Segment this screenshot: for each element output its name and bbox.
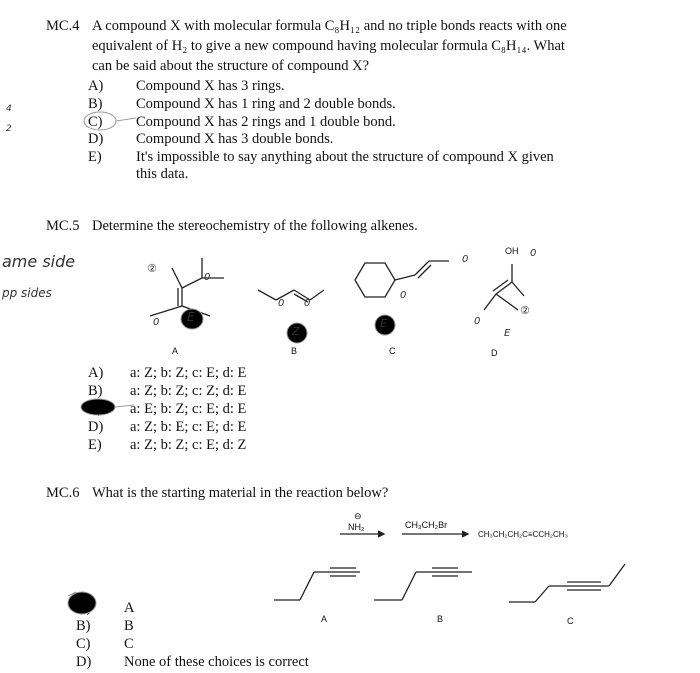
mc4-option-c-text: Compound X has 2 rings and 1 double bond. [136, 114, 396, 130]
mc5-d-oh-label: OH [505, 246, 519, 256]
mc5-d-rank-1: 0 [530, 248, 537, 259]
mc5-structure-c [345, 255, 465, 315]
mc4-label: MC.4 [46, 18, 80, 34]
mc5-d-rank-2: ② [520, 304, 530, 317]
mc6-structure-b-label: B [437, 614, 444, 624]
mc4-option-c-letter: C) [88, 114, 103, 130]
mc6-structure-a-label: A [321, 614, 328, 624]
mc6-answer-circle [62, 588, 102, 618]
mc4-stem-line2: equivalent of H₂ to give a new compound having molecular formula C₈H₁₄. What [92, 38, 565, 54]
mc4-option-e-continuation: this data. [136, 166, 189, 182]
handwriting-opp-sides: pp sides [2, 286, 52, 300]
mc6-structure-b [370, 558, 480, 608]
mc5-stem: Determine the stereochemistry of the following alkenes. [92, 218, 418, 234]
mc5-c-answer: E [380, 317, 387, 330]
mc5-option-b-text: a: Z; b: Z; c: Z; d: E [130, 383, 247, 399]
mc4-option-e-text: It's impossible to say anything about the structure of compound X given [136, 149, 554, 165]
mc6-structure-c-label: C [567, 616, 574, 626]
mc5-option-d-letter: D) [88, 419, 104, 435]
mc4-option-b-letter: B) [88, 96, 103, 112]
mc6-stem: What is the starting material in the reaction below? [92, 485, 389, 501]
mc4-margin-mark-1: 4 [6, 104, 12, 114]
mc6-option-d-letter: D) [76, 654, 92, 670]
mc5-option-a-text: a: Z; b: Z; c: E; d: E [130, 365, 247, 381]
mc5-b-answer: Z [292, 325, 300, 338]
mc5-b-rank-1: 0 [278, 298, 285, 309]
mc6-option-b-letter: B) [76, 618, 91, 634]
mc5-label: MC.5 [46, 218, 80, 234]
mc5-structure-b [250, 280, 330, 320]
reaction-product: CH₃CH₂CH₂C≡CCH₂CH₃ [478, 530, 568, 539]
mc4-answer-circle [78, 108, 138, 134]
reagent-charge: ⊖ [354, 511, 362, 521]
handwriting-same-side: ame side [2, 252, 76, 271]
mc5-option-c-text: a: E; b: Z; c: E; d: E [130, 401, 247, 417]
mc5-a-answer: E [187, 310, 195, 324]
mc5-option-d-text: a: Z; b: E; c: E; d: E [130, 419, 247, 435]
mc5-option-e-text: a: Z; b: Z; c: E; d: Z [130, 437, 247, 453]
mc4-option-b-text: Compound X has 1 ring and 2 double bonds. [136, 96, 396, 112]
mc4-option-a-text: Compound X has 3 rings. [136, 78, 285, 94]
mc5-c-rank-2: 0 [462, 254, 469, 265]
mc5-d-answer: E [504, 328, 511, 339]
mc4-option-a-letter: A) [88, 78, 104, 94]
mc6-option-b-text: B [124, 618, 134, 634]
mc5-structure-b-label: B [291, 346, 298, 356]
mc5-structure-d-label: D [491, 348, 498, 358]
reagent-ethyl-bromide: CH₃CH₂Br [405, 520, 448, 530]
mc5-structure-c-label: C [389, 346, 396, 356]
mc4-option-d-text: Compound X has 3 double bonds. [136, 131, 334, 147]
mc5-option-e-letter: E) [88, 437, 102, 453]
mc5-a-rank-2: 0 [204, 272, 211, 283]
mc4-stem-line1: A compound X with molecular formula C₈H₁₂ and no triple bonds reacts with one [92, 18, 567, 34]
reagent-amide: NH₂ [348, 522, 365, 532]
mc5-option-a-letter: A) [88, 365, 104, 381]
mc6-option-a-text: A [124, 600, 135, 616]
mc6-option-c-letter: C) [76, 636, 91, 652]
mc4-stem-line3: can be said about the structure of compound X? [92, 58, 370, 74]
mc5-structure-a-label: A [172, 346, 179, 356]
mc4-option-e-letter: E) [88, 149, 102, 165]
mc6-option-c-text: C [124, 636, 134, 652]
mc5-option-b-letter: B) [88, 383, 103, 399]
mc5-a-rank-1: ② [147, 262, 157, 275]
mc6-option-d-text: None of these choices is correct [124, 654, 309, 670]
mc5-b-rank-2: 0 [304, 298, 311, 309]
mc6-label: MC.6 [46, 485, 80, 501]
mc5-d-rank-3: 0 [474, 316, 481, 327]
mc4-option-d-letter: D) [88, 131, 104, 147]
mc6-structure-a [270, 560, 380, 610]
mc6-structure-c [505, 560, 630, 610]
mc5-c-rank-1: 0 [400, 290, 407, 301]
mc4-margin-mark-2: 2 [6, 124, 12, 134]
mc5-answer-circle [74, 395, 136, 419]
mc5-a-rank-3: 0 [153, 317, 160, 328]
